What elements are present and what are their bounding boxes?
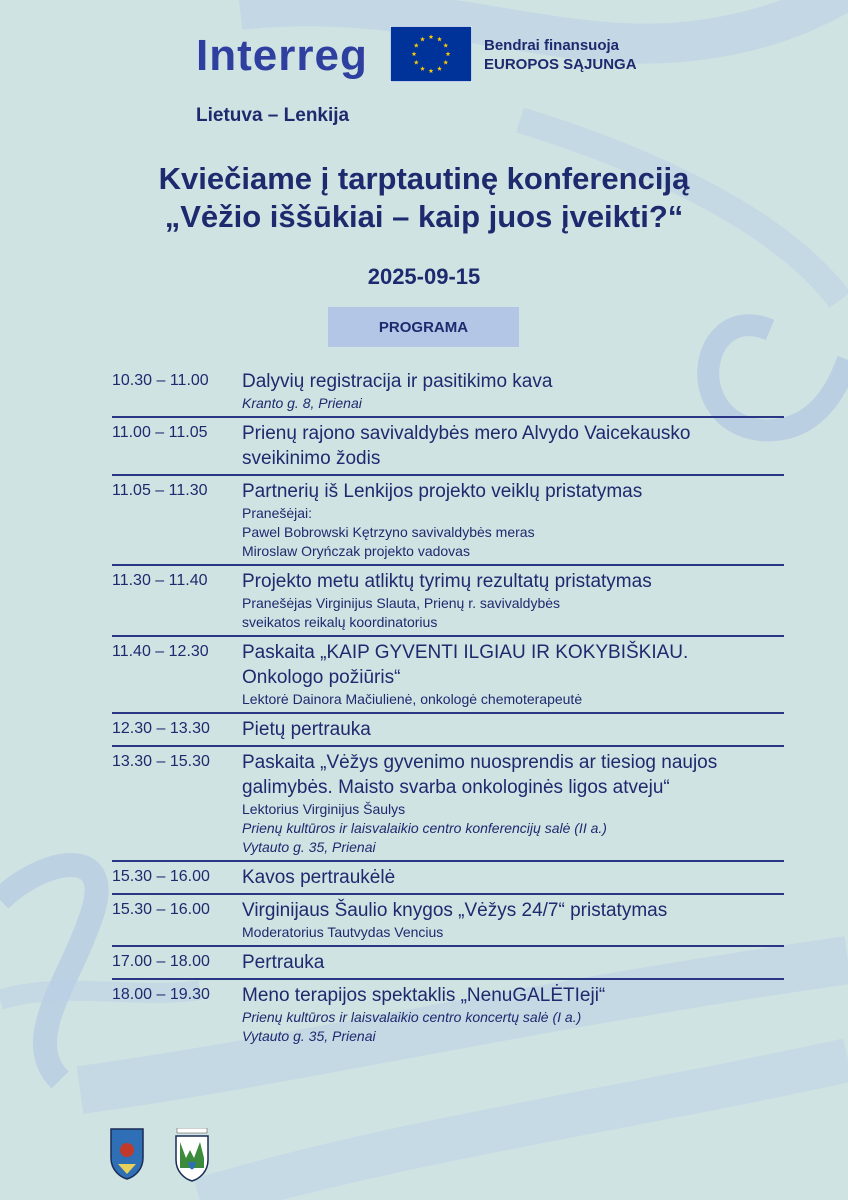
title-line-2: „Vėžio iššūkiai – kaip juos įveikti?“ bbox=[164, 199, 684, 234]
schedule-row bbox=[112, 747, 784, 862]
schedule-time: 11.05 – 11.30 bbox=[112, 482, 208, 499]
schedule-row bbox=[112, 980, 784, 1049]
schedule-title: Meno terapijos spektaklis „NenuGALĖTIeji“ bbox=[242, 985, 606, 1006]
schedule-title: Paskaita „KAIP GYVENTI ILGIAU IR KOKYBIŠKIAU. bbox=[242, 642, 689, 663]
schedule-description bbox=[242, 369, 784, 413]
schedule-time: 11.30 – 11.40 bbox=[112, 572, 208, 589]
schedule-title: Pertrauka bbox=[242, 952, 325, 973]
schedule-title: Kavos pertraukėlė bbox=[242, 867, 396, 888]
schedule-title: Pietų pertrauka bbox=[242, 719, 371, 740]
schedule-title: Prienų rajono savivaldybės mero Alvydo Vaicekausko bbox=[242, 423, 691, 444]
schedule-time: 11.40 – 12.30 bbox=[112, 643, 209, 660]
schedule-detail: Vytauto g. 35, Prienai bbox=[242, 839, 376, 855]
schedule-description bbox=[242, 950, 784, 975]
page-title bbox=[0, 160, 848, 236]
schedule-detail: Pranešėjai: bbox=[242, 505, 313, 521]
schedule-row bbox=[112, 947, 784, 980]
eu-cofunding-text bbox=[484, 36, 637, 74]
schedule-row bbox=[112, 418, 784, 476]
eu-line-1: Bendrai finansuoja bbox=[484, 37, 620, 54]
schedule-time: 18.00 – 19.30 bbox=[112, 986, 210, 1003]
schedule-detail: Prienų kultūros ir laisvalaikio centro koncertų salė (I a.) bbox=[242, 1009, 582, 1025]
schedule-detail: Vytauto g. 35, Prienai bbox=[242, 1028, 376, 1044]
schedule-detail: Miroslaw Oryńczak projekto vadovas bbox=[242, 543, 470, 559]
schedule-detail: Prienų kultūros ir laisvalaikio centro konferencijų salė (II a.) bbox=[242, 820, 607, 836]
schedule-title: Dalyvių registracija ir pasitikimo kava bbox=[242, 371, 553, 392]
schedule-detail: Kranto g. 8, Prienai bbox=[242, 395, 362, 411]
schedule-title: galimybės. Maisto svarba onkologinės ligos atveju“ bbox=[242, 777, 670, 798]
title-line-1: Kviečiame į tarptautinę konferenciją bbox=[158, 161, 690, 196]
event-date: 2025-09-15 bbox=[367, 264, 481, 289]
schedule-detail: Pranešėjas Virginijus Slauta, Prienų r. savivaldybės bbox=[242, 595, 561, 611]
schedule-row bbox=[112, 566, 784, 637]
schedule-description bbox=[242, 479, 784, 561]
schedule-description bbox=[242, 717, 784, 742]
schedule-title: Paskaita „Vėžys gyvenimo nuosprendis ar tiesiog naujos bbox=[242, 752, 718, 773]
interreg-logo: Interreg bbox=[196, 31, 368, 80]
schedule-detail: Moderatorius Tautvydas Vencius bbox=[242, 924, 444, 940]
schedule-time: 10.30 – 11.00 bbox=[112, 372, 209, 389]
schedule-title: Projekto metu atliktų tyrimų rezultatų pristatymas bbox=[242, 571, 652, 592]
schedule-row bbox=[112, 476, 784, 566]
prienai-coat-of-arms-icon bbox=[110, 1128, 144, 1180]
schedule-detail: Pawel Bobrowski Kętrzyno savivaldybės meras bbox=[242, 524, 535, 540]
schedule-title: Partnerių iš Lenkijos projekto veiklų pristatymas bbox=[242, 481, 643, 502]
schedule-time: 17.00 – 18.00 bbox=[112, 953, 210, 970]
schedule-title: sveikinimo žodis bbox=[242, 448, 381, 469]
schedule-row bbox=[112, 637, 784, 714]
schedule-description bbox=[242, 865, 784, 890]
ketrzyn-coat-of-arms-icon bbox=[174, 1128, 210, 1182]
schedule-description bbox=[242, 983, 784, 1046]
schedule-title: Onkologo požiūris“ bbox=[242, 667, 401, 688]
schedule-time: 15.30 – 16.00 bbox=[112, 901, 210, 918]
schedule-time: 11.00 – 11.05 bbox=[112, 424, 208, 441]
region-label: Lietuva – Lenkija bbox=[196, 105, 350, 126]
schedule-row bbox=[112, 366, 784, 418]
program-label: PROGRAMA bbox=[378, 318, 469, 336]
schedule-description bbox=[242, 898, 784, 942]
program-label-box bbox=[328, 307, 519, 347]
schedule-row bbox=[112, 895, 784, 947]
schedule-description bbox=[242, 569, 784, 632]
schedule-detail: Lektorė Dainora Mačiulienė, onkologė chemoterapeutė bbox=[242, 691, 583, 707]
schedule-time: 15.30 – 16.00 bbox=[112, 868, 210, 885]
schedule-row bbox=[112, 862, 784, 895]
schedule-description bbox=[242, 750, 784, 857]
schedule-row bbox=[112, 714, 784, 747]
schedule-detail: sveikatos reikalų koordinatorius bbox=[242, 614, 438, 630]
eu-line-2: EUROPOS SĄJUNGA bbox=[484, 56, 637, 73]
schedule-description bbox=[242, 640, 784, 709]
schedule-list bbox=[112, 366, 784, 1049]
schedule-time: 12.30 – 13.30 bbox=[112, 720, 210, 737]
schedule-title: Virginijaus Šaulio knygos „Vėžys 24/7“ pristatymas bbox=[242, 900, 668, 921]
schedule-time: 13.30 – 15.30 bbox=[112, 753, 210, 770]
schedule-description bbox=[242, 421, 784, 471]
schedule-detail: Lektorius Virginijus Šaulys bbox=[242, 801, 406, 817]
eu-flag-icon bbox=[390, 26, 472, 82]
